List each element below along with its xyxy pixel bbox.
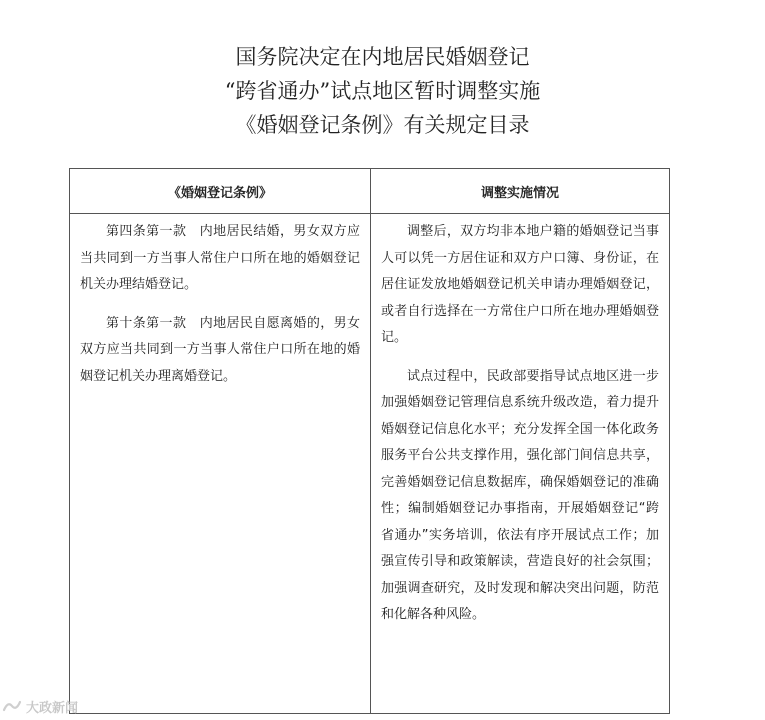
article-4-paragraph: 第四条第一款 内地居民结婚，男女双方应当共同到一方当事人常住户口所在地的婚姻登记机关办理结婚登记。 [80,224,360,292]
title-line-1: 国务院决定在内地居民婚姻登记 [235,45,530,69]
table-header-row [70,169,670,214]
watermark-logo-icon [2,699,22,713]
watermark [2,696,78,716]
article-10-paragraph: 第十条第一款 内地居民自愿离婚的，男女双方应当共同到一方当事人常住户口所在地的婚姻登记机关办理离婚登记。 [80,315,360,384]
adjustment-cell [371,214,670,714]
header-regulation: 《婚姻登记条例》 [70,169,371,214]
title-line-2: “跨省通办”试点地区暂时调整实施 [224,79,541,103]
pilot-paragraph: 试点过程中，民政部要指导试点地区进一步加强婚姻登记管理信息系统升级改造，着力提升婚姻登记信息化水平；充分发挥全国一体化政务服务平台公共支撑作用，强化部门间信息共享，完善婚姻登记信息数据库，确保婚姻登记的准确性；编制婚姻登记办事指南，开展婚姻登记“跨省通办”实务培训，依法有序开展试点工作；加强宣传引导和政策解读，营造良好的社会氛围；加强调查研究，及时发现和解决突出问题，防范和化解各种风险。 [381,368,659,622]
watermark-text: 大政新闻 [26,700,79,716]
header-adjustment: 调整实施情况 [371,169,670,214]
table-row [70,214,670,714]
regulation-table [69,168,670,714]
adjustment-paragraph: 调整后，双方均非本地户籍的婚姻登记当事人可以凭一方居住证和双方户口簿、身份证，在居住证发放地婚姻登记机关申请办理婚姻登记，或者自行选择在一方常住户口所在地办理婚姻登记。 [381,224,659,345]
regulation-cell [70,214,371,714]
title-line-3: 《婚姻登记条例》有关规定目录 [235,113,530,137]
document-title [0,40,765,142]
